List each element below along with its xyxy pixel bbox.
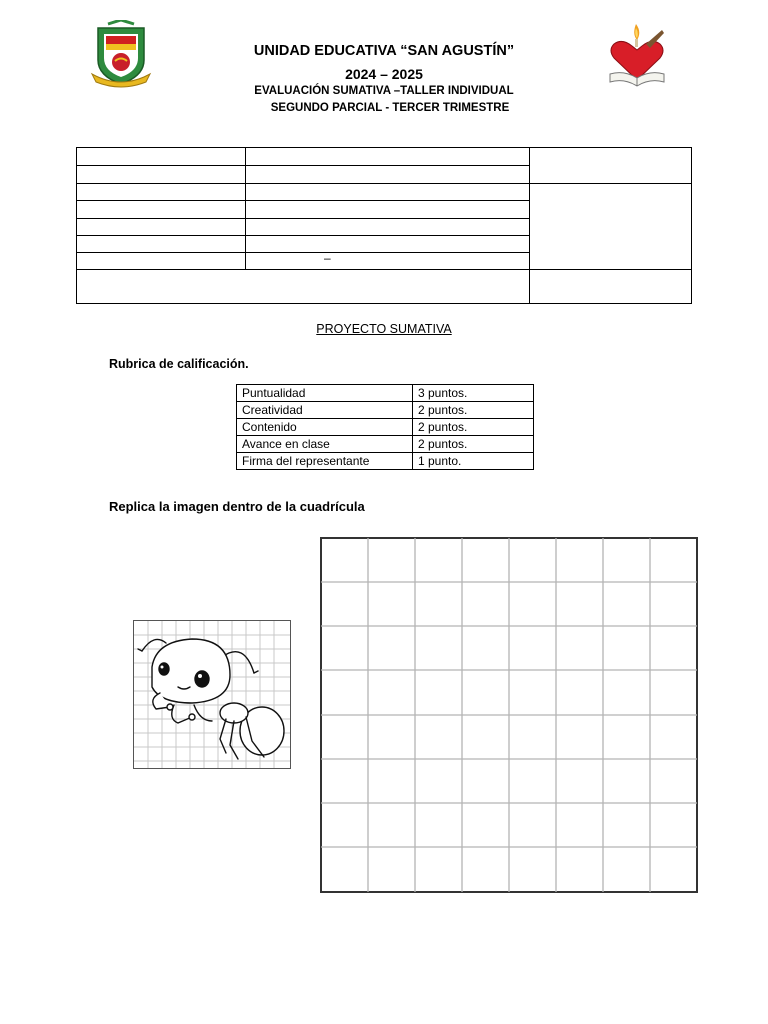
activity-instruction: Replica la imagen dentro de la cuadrícula bbox=[109, 499, 365, 514]
rubric-points: 2 puntos. bbox=[413, 402, 534, 419]
table-row bbox=[237, 453, 534, 470]
period-title: SEGUNDO PARCIAL - TERCER TRIMESTRE bbox=[270, 102, 510, 114]
rubric-title: Rubrica de calificación. bbox=[109, 357, 249, 371]
rubric-points: 3 puntos. bbox=[413, 385, 534, 402]
ant-reference-image bbox=[133, 620, 291, 769]
table-row bbox=[237, 402, 534, 419]
school-name: UNIDAD EDUCATIVA “SAN AGUSTÍN” bbox=[253, 43, 515, 59]
rubric-points: 2 puntos. bbox=[413, 419, 534, 436]
rubric-criterion: Firma del representante bbox=[237, 453, 413, 470]
rubric-criterion: Creatividad bbox=[237, 402, 413, 419]
rubric-criterion: Avance en clase bbox=[237, 436, 413, 453]
rubric-points: 2 puntos. bbox=[413, 436, 534, 453]
drawing-grid bbox=[320, 537, 698, 893]
project-title: PROYECTO SUMATIVA bbox=[316, 322, 452, 336]
student-info-form bbox=[76, 147, 692, 304]
table-row bbox=[237, 385, 534, 402]
table-row bbox=[237, 419, 534, 436]
form-dash: – bbox=[324, 251, 331, 265]
evaluation-type: EVALUACIÓN SUMATIVA –TALLER INDIVIDUAL bbox=[254, 85, 514, 97]
school-year: 2024 – 2025 bbox=[345, 66, 423, 82]
rubric-table bbox=[236, 384, 534, 470]
rubric-criterion: Puntualidad bbox=[237, 385, 413, 402]
rubric-points: 1 punto. bbox=[413, 453, 534, 470]
rubric-criterion: Contenido bbox=[237, 419, 413, 436]
table-row bbox=[237, 436, 534, 453]
